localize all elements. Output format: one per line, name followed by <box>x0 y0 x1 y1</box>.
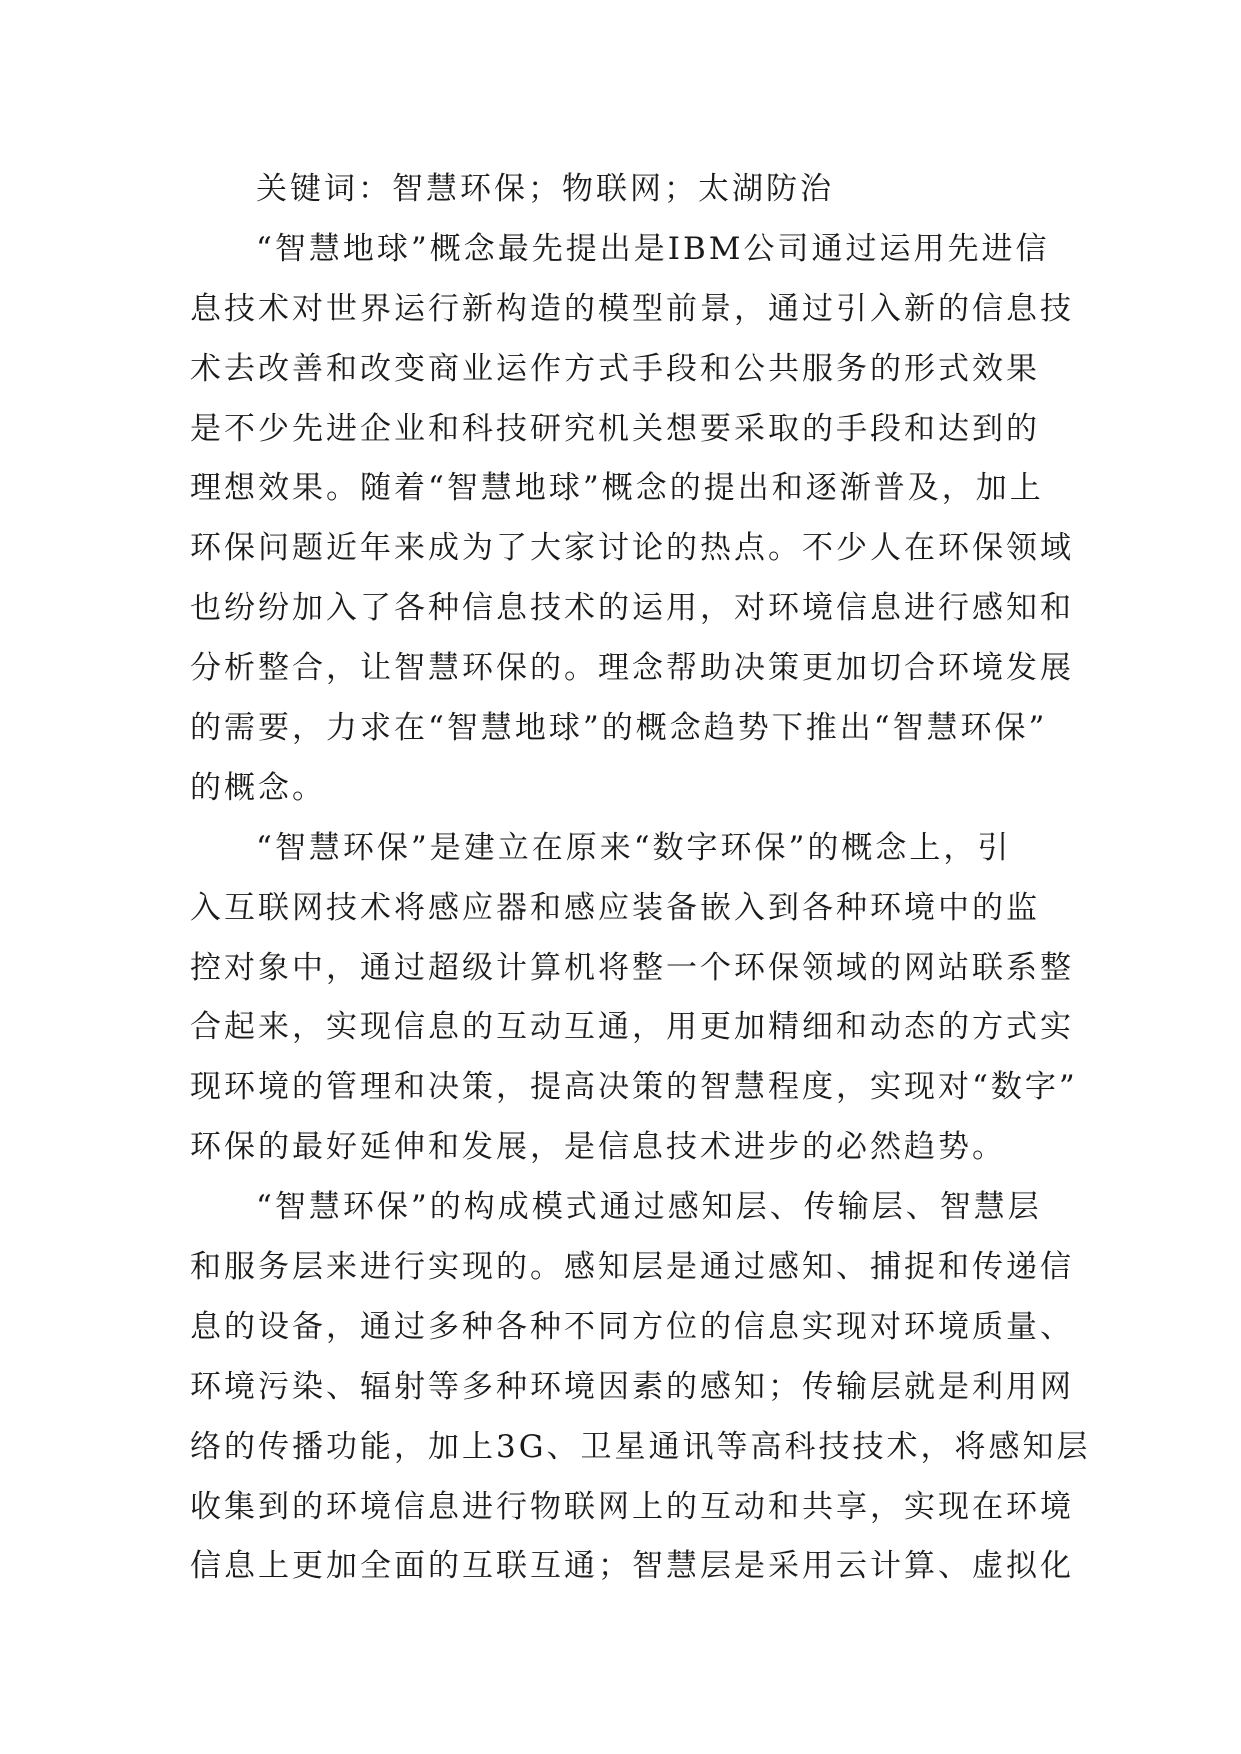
document-body <box>190 160 1091 1597</box>
paragraph-line: 的需要，力求在“智慧地球”的概念趋势下推出“智慧环保” <box>190 710 1048 747</box>
paragraph-line: 息技术对世界运行新构造的模型前景，通过引入新的信息技 <box>190 290 1074 327</box>
paragraph-line: 收集到的环境信息进行物联网上的互动和共享，实现在环境 <box>190 1488 1074 1525</box>
paragraph-line: “智慧地球”概念最先提出是IBM公司通过运用先进信 <box>256 230 1050 267</box>
paragraph-line: 络的传播功能，加上3G、卫星通讯等高科技技术，将感知层 <box>190 1428 1091 1465</box>
paragraph-2 <box>190 819 1078 1178</box>
paragraph-line: 理想效果。随着“智慧地球”概念的提出和逐渐普及，加上 <box>190 470 1044 507</box>
paragraph-line: 术去改善和改变商业运作方式手段和公共服务的形式效果 <box>190 350 1040 387</box>
paragraph-line: 息的设备，通过多种各种不同方位的信息实现对环境质量、 <box>190 1308 1074 1345</box>
paragraph-line: 信息上更加全面的互联互通；智慧层是采用云计算、虚拟化 <box>190 1548 1074 1585</box>
paragraph-line: 是不少先进企业和科技研究机关想要采取的手段和达到的 <box>190 410 1040 447</box>
paragraph-line: 入互联网技术将感应器和感应装备嵌入到各种环境中的监 <box>190 889 1040 926</box>
paragraph-line: 环保的最好延伸和发展，是信息技术进步的必然趋势。 <box>190 1129 1006 1166</box>
paragraph-1 <box>190 220 1074 819</box>
paragraph-line: 合起来，实现信息的互动互通，用更加精细和动态的方式实 <box>190 1009 1074 1046</box>
paragraph-line: 控对象中，通过超级计算机将整一个环保领域的网站联系整 <box>190 949 1074 986</box>
paragraph-line: “智慧环保”是建立在原来“数字环保”的概念上，引 <box>256 829 1012 866</box>
paragraph-line: 的概念。 <box>190 769 326 806</box>
paragraph-line: “智慧环保”的构成模式通过感知层、传输层、智慧层 <box>256 1189 1042 1226</box>
paragraph-3 <box>190 1178 1091 1597</box>
keywords-line: 关键词：智慧环保；物联网；太湖防治 <box>256 171 834 207</box>
paragraph-line: 也纷纷加入了各种信息技术的运用，对环境信息进行感知和 <box>190 590 1074 627</box>
paragraph-line: 环保问题近年来成为了大家讨论的热点。不少人在环保领域 <box>190 530 1074 567</box>
paragraph-line: 和服务层来进行实现的。感知层是通过感知、捕捉和传递信 <box>190 1249 1074 1286</box>
paragraph-line: 分析整合，让智慧环保的。理念帮助决策更加切合环境发展 <box>190 650 1074 687</box>
paragraph-line: 环境污染、辐射等多种环境因素的感知；传输层就是利用网 <box>190 1368 1074 1405</box>
paragraph-line: 现环境的管理和决策，提高决策的智慧程度，实现对“数字” <box>190 1069 1078 1106</box>
